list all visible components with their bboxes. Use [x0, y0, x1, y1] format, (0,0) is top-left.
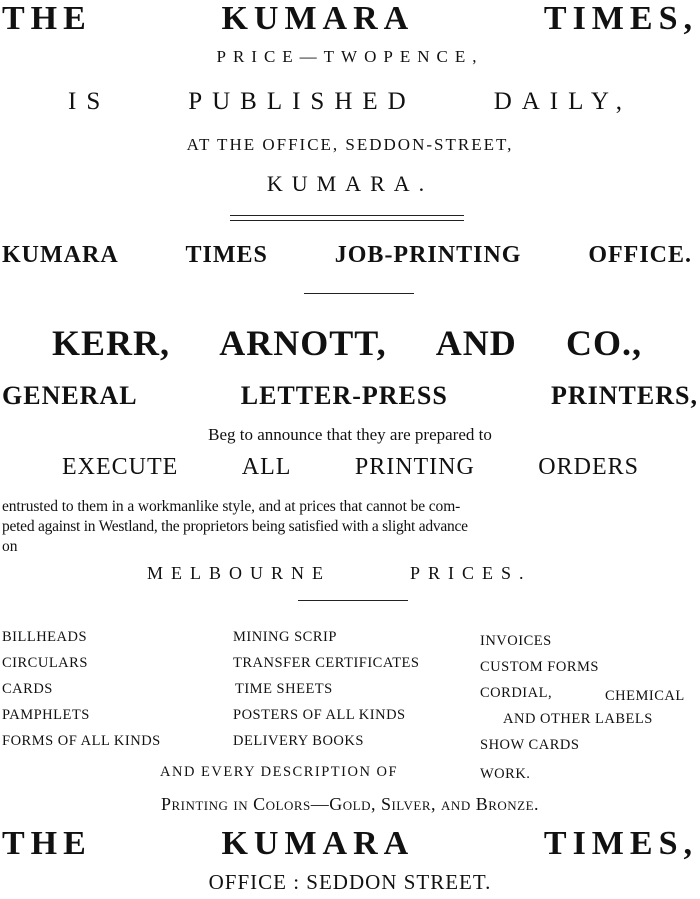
service-item: FORMS OF ALL KINDS	[2, 733, 161, 749]
trade-word-general: GENERAL	[2, 381, 138, 410]
execute-word-orders: ORDERS	[538, 454, 639, 480]
job-word-job-printing: JOB-PRINTING	[334, 242, 522, 268]
masthead-title	[0, 0, 700, 38]
service-item: AND OTHER LABELS	[503, 711, 653, 727]
footer-word-the: THE	[2, 825, 92, 862]
double-rule-top	[230, 215, 464, 216]
firm-word-arnott: ARNOTT,	[219, 323, 387, 363]
work-label: WORK.	[480, 766, 531, 782]
short-rule-2	[298, 600, 408, 601]
double-rule-bottom	[230, 220, 464, 221]
execute-word-all: ALL	[241, 454, 292, 480]
execute-word-printing: PRINTING	[354, 454, 475, 480]
trade-line	[0, 381, 700, 411]
service-item: CORDIAL,	[480, 685, 553, 701]
body-text-line-1: entrusted to them in a workmanlike style, and at prices that cannot be com-	[2, 498, 461, 515]
service-item: BILLHEADS	[2, 629, 88, 645]
colors-line: Printing in Colors—Gold, Silver, and Bronze.	[160, 794, 540, 814]
short-rule-1	[304, 293, 414, 294]
service-item: PAMPHLETS	[2, 707, 90, 723]
job-word-times: TIMES	[185, 242, 268, 268]
service-item: MINING SCRIP	[233, 629, 337, 645]
footer-title	[0, 825, 700, 863]
office-address: AT THE OFFICE, SEDDON-STREET,	[186, 135, 514, 154]
job-office-heading	[0, 242, 700, 269]
service-item: INVOICES	[480, 633, 552, 649]
execute-word-execute: EXECUTE	[62, 454, 179, 480]
every-description-line: AND EVERY DESCRIPTION OF	[160, 764, 399, 780]
service-item: CARDS	[2, 681, 53, 697]
trade-word-letterpress: LETTER-PRESS	[240, 381, 448, 410]
service-item: CIRCULARS	[2, 655, 88, 671]
masthead-word-the: THE	[2, 0, 92, 37]
firm-word-kerr: KERR,	[52, 323, 171, 363]
prices-word: PRICES.	[410, 563, 532, 583]
melbourne-word: MELBOURNE	[147, 563, 331, 583]
firm-word-and: AND	[435, 323, 517, 363]
town-name: KUMARA.	[266, 171, 434, 196]
firm-word-co: CO.,	[565, 323, 642, 363]
footer-office: OFFICE : SEDDON STREET.	[208, 870, 492, 894]
service-item: TRANSFER CERTIFICATES	[233, 655, 420, 671]
footer-word-times: TIMES,	[543, 825, 698, 862]
service-item: CHEMICAL	[605, 688, 685, 704]
price-line: PRICE—TWOPENCE,	[216, 47, 484, 66]
published-word-daily: DAILY,	[493, 88, 632, 115]
service-item: DELIVERY BOOKS	[233, 733, 364, 749]
job-word-kumara: KUMARA	[2, 242, 119, 268]
service-item: CUSTOM FORMS	[480, 659, 599, 675]
masthead-word-times: TIMES,	[543, 0, 698, 37]
published-word-is: IS	[68, 88, 111, 115]
service-item: TIME SHEETS	[235, 681, 333, 697]
trade-word-printers: PRINTERS,	[551, 381, 698, 410]
published-line	[0, 88, 700, 116]
footer-word-kumara: KUMARA	[221, 825, 415, 862]
body-text-line-2: peted against in Westland, the proprietors being satisfied with a slight advance	[2, 518, 468, 535]
published-word-published: PUBLISHED	[188, 88, 416, 115]
service-item: SHOW CARDS	[480, 737, 580, 753]
firm-name	[0, 322, 700, 364]
job-word-office: OFFICE.	[588, 242, 692, 268]
service-item: POSTERS OF ALL KINDS	[233, 707, 406, 723]
announce-line: Beg to announce that they are prepared to	[208, 425, 492, 444]
body-text-line-3: on	[2, 538, 18, 555]
execute-line	[0, 454, 700, 481]
masthead-word-kumara: KUMARA	[221, 0, 415, 37]
